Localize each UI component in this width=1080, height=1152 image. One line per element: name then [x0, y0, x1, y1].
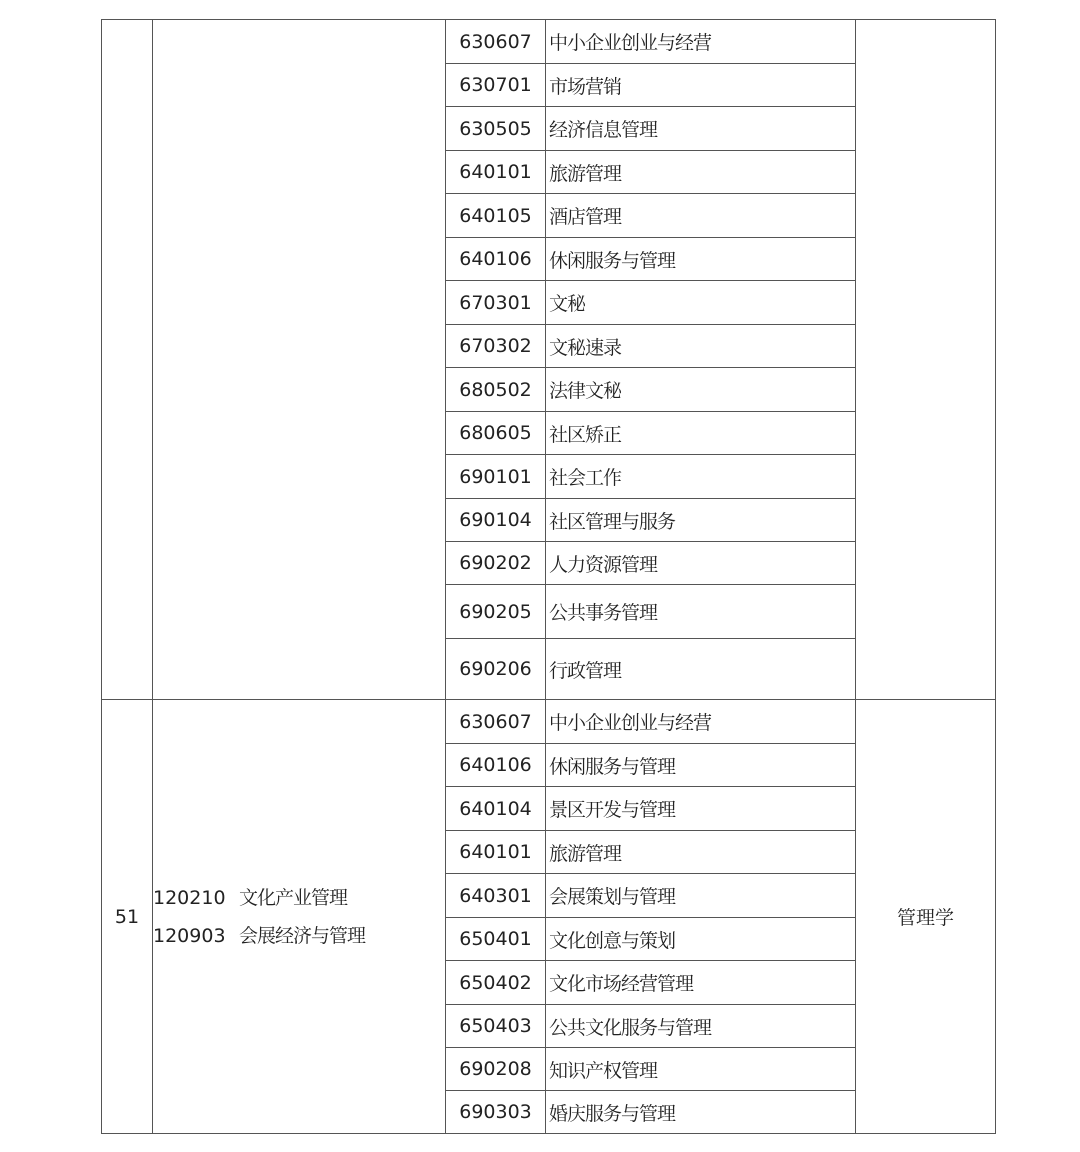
- vocational-code: 690205: [446, 585, 546, 639]
- vocational-code: 640104: [446, 787, 546, 831]
- vocational-name: 旅游管理: [546, 151, 856, 194]
- vocational-code: 690206: [446, 639, 546, 700]
- vocational-name: 经济信息管理: [546, 107, 856, 151]
- vocational-name: 会展策划与管理: [546, 874, 856, 918]
- vocational-name: 知识产权管理: [546, 1048, 856, 1091]
- vocational-code: 630701: [446, 64, 546, 107]
- major-code: 120210: [153, 886, 226, 909]
- vocational-code: 640101: [446, 831, 546, 874]
- table-body: [102, 20, 996, 1134]
- vocational-code: 640105: [446, 194, 546, 238]
- vocational-code: 640106: [446, 238, 546, 281]
- vocational-name: 市场营销: [546, 64, 856, 107]
- vocational-name: 旅游管理: [546, 831, 856, 874]
- major-name: 会展经济与管理: [239, 924, 366, 947]
- major-item: [153, 879, 445, 917]
- vocational-code: 690101: [446, 455, 546, 499]
- vocational-name: 文秘: [546, 281, 856, 325]
- table-row: [102, 700, 996, 744]
- major-name: 文化产业管理: [239, 886, 348, 909]
- vocational-name: 社会工作: [546, 455, 856, 499]
- vocational-name: 社区管理与服务: [546, 499, 856, 542]
- vocational-name: 文秘速录: [546, 325, 856, 368]
- vocational-code: 690202: [446, 542, 546, 585]
- vocational-name: 中小企业创业与经营: [546, 20, 856, 64]
- vocational-code: 650403: [446, 1005, 546, 1048]
- vocational-code: 630607: [446, 20, 546, 64]
- vocational-name: 公共事务管理: [546, 585, 856, 639]
- vocational-code: 690208: [446, 1048, 546, 1091]
- vocational-name: 行政管理: [546, 639, 856, 700]
- group-number: [102, 20, 153, 700]
- vocational-name: 休闲服务与管理: [546, 238, 856, 281]
- major-correspondence-table: [101, 19, 996, 1134]
- vocational-code: 640106: [446, 744, 546, 787]
- vocational-code: 650401: [446, 918, 546, 961]
- vocational-name: 婚庆服务与管理: [546, 1091, 856, 1134]
- vocational-name: 文化市场经营管理: [546, 961, 856, 1005]
- vocational-name: 社区矫正: [546, 412, 856, 455]
- vocational-code: 680605: [446, 412, 546, 455]
- vocational-code: 690303: [446, 1091, 546, 1134]
- undergraduate-majors: [153, 20, 446, 700]
- discipline: 管理学: [856, 700, 996, 1134]
- vocational-name: 酒店管理: [546, 194, 856, 238]
- discipline: [856, 20, 996, 700]
- major-code: 120903: [153, 924, 226, 947]
- vocational-name: 人力资源管理: [546, 542, 856, 585]
- vocational-code: 650402: [446, 961, 546, 1005]
- major-item: [153, 917, 445, 955]
- vocational-name: 景区开发与管理: [546, 787, 856, 831]
- vocational-code: 630505: [446, 107, 546, 151]
- vocational-code: 640101: [446, 151, 546, 194]
- vocational-code: 630607: [446, 700, 546, 744]
- vocational-code: 670302: [446, 325, 546, 368]
- vocational-code: 640301: [446, 874, 546, 918]
- vocational-name: 中小企业创业与经营: [546, 700, 856, 744]
- vocational-code: 680502: [446, 368, 546, 412]
- vocational-name: 公共文化服务与管理: [546, 1005, 856, 1048]
- table-row: [102, 20, 996, 64]
- vocational-code: 670301: [446, 281, 546, 325]
- group-number: 51: [102, 700, 153, 1134]
- undergraduate-majors: [153, 700, 446, 1134]
- vocational-name: 文化创意与策划: [546, 918, 856, 961]
- vocational-code: 690104: [446, 499, 546, 542]
- vocational-name: 休闲服务与管理: [546, 744, 856, 787]
- vocational-name: 法律文秘: [546, 368, 856, 412]
